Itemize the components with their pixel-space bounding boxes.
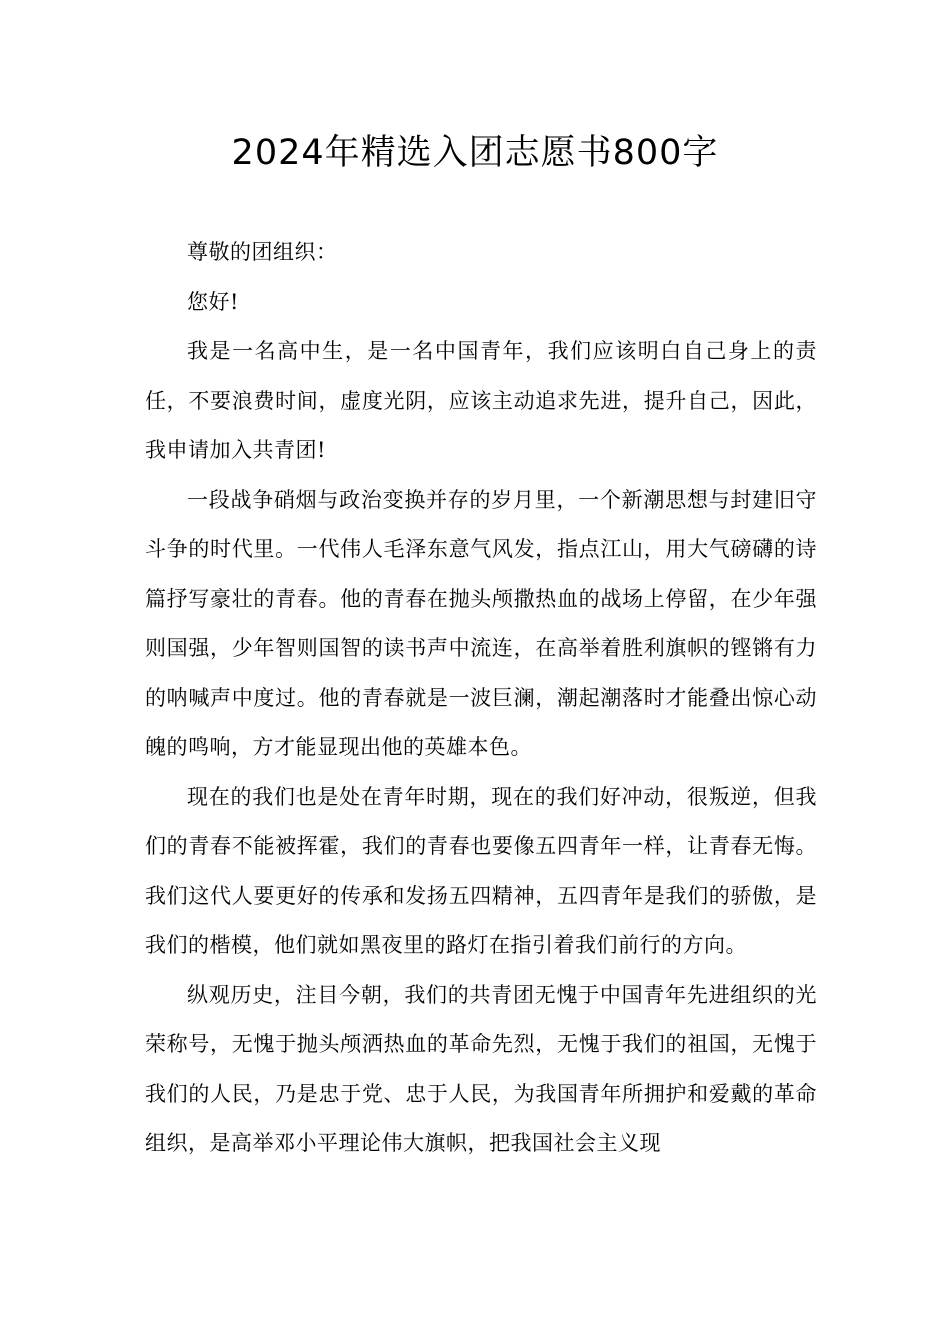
body-paragraph: 纵观历史，注目今朝，我们的共青团无愧于中国青年先进组织的光荣称号，无愧于抛头颅洒热血的革命先烈，无愧于我们的祖国，无愧于我们的人民，乃是忠于党、忠于人民，为我国青年所拥护和爱戴的革命组织，是高举邓小平理论伟大旗帜，把我国社会主义现: [145, 982, 817, 1155]
document-body: [145, 228, 817, 1169]
body-paragraph: 我是一名高中生，是一名中国青年，我们应该明白自己身上的责任，不要浪费时间，虚度光阴，应该主动追求先进，提升自己，因此，我申请加入共青团!: [145, 339, 817, 462]
salutation: 尊敬的团组织：: [187, 240, 338, 264]
document-title: 2024年精选入团志愿书800字: [231, 133, 719, 173]
body-paragraph: 一段战争硝烟与政治变换并存的岁月里，一个新潮思想与封建旧守斗争的时代里。一代伟人毛泽东意气风发，指点江山，用大气磅礴的诗篇抒写豪壮的青春。他的青春在抛头颅撒热血的战场上停留，在少年强则国强，少年智则国智的读书声中流连，在高举着胜利旗帜的铿锵有力的呐喊声中度过。他的青春就是一波巨澜，潮起潮落时才能叠出惊心动魄的鸣响，方才能显现出他的英雄本色。: [145, 487, 817, 759]
body-paragraph: 现在的我们也是处在青年时期，现在的我们好冲动，很叛逆，但我们的青春不能被挥霍，我们的青春也要像五四青年一样，让青春无悔。我们这代人要更好的传承和发扬五四精神，五四青年是我们的骄傲，是我们的楷模，他们就如黑夜里的路灯在指引着我们前行的方向。: [145, 784, 817, 957]
greeting: 您好!: [187, 289, 239, 314]
